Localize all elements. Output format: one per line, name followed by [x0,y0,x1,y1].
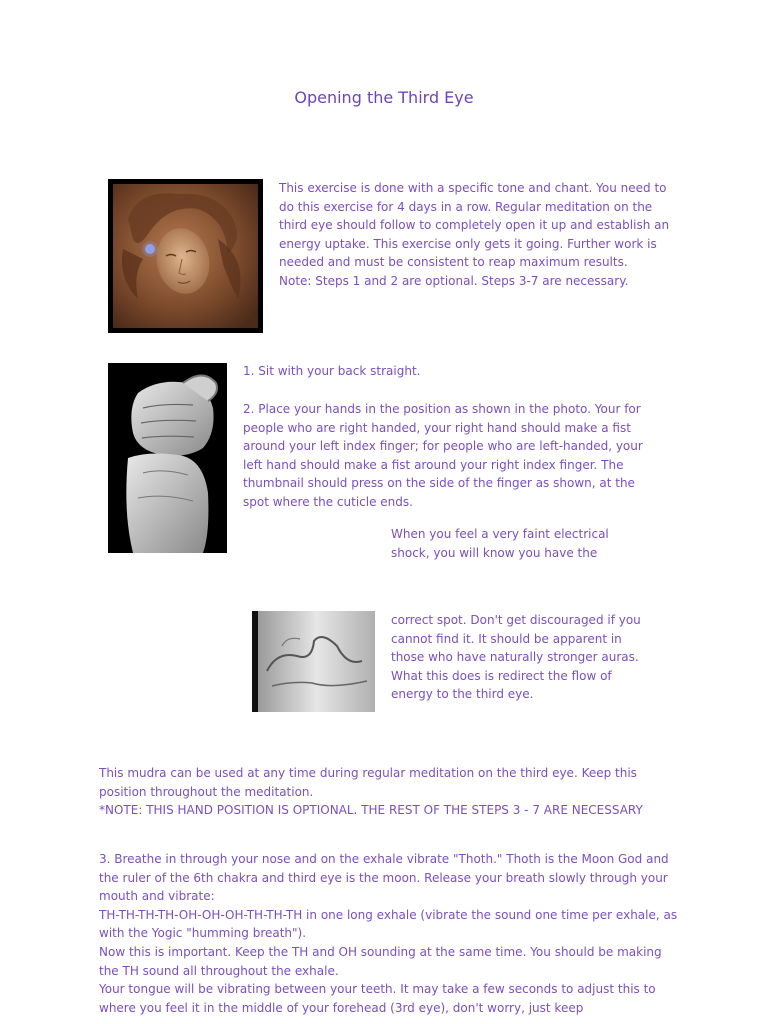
step-3 [99,850,679,1017]
page-title: Opening the Third Eye [294,88,474,107]
step-3-line-1: 3. Breathe in through your nose and on the exhale vibrate "Thoth." Thoth is the Moon God and the ruler of the 6th chakra and third eye is the moon. Release your breath slowly through your mouth and vibrate: [99,852,669,904]
intro-text: This exercise is done with a specific tone and chant. You need to do this exercise for 4 days in a row. Regular meditation on the third eye should follow to completely open it up and establish an energy uptake. This exercise only gets it going. Further work is needed and must be consistent to reap maximum results. [279,181,670,270]
shock-text-part-2: correct spot. Don't get discouraged if you cannot find it. It should be apparent in those who have naturally stronger auras. What this does is redirect the flow of energy to the third eye. [391,613,641,702]
mudra-note: *NOTE: THIS HAND POSITION IS OPTIONAL. THE REST OF THE STEPS 3 - 7 ARE NECESSARY [99,803,643,818]
step-2: 2. Place your hands in the position as shown in the photo. Your for people who are right handed, your right hand should make a fist around your left index finger; for people who are left-handed, your left hand should make a fist around your right index finger. The thumbnail should press on the side of the finger as shown, at the spot where the cuticle ends. [243,402,643,509]
shock-text-part-1: When you feel a very faint electrical shock, you will know you have the [391,527,609,560]
portrait-icon [108,179,263,333]
intro-note: Note: Steps 1 and 2 are optional. Steps 3-7 are necessary. [279,273,629,288]
step-1: 1. Sit with your back straight. [243,364,421,378]
hands-fist-image [108,363,227,553]
hands-closeup-image [252,611,375,712]
mudra-paragraph [99,764,679,820]
portrait-image [108,179,263,333]
hands-closeup-icon [252,611,375,712]
mudra-text: This mudra can be used at any time during regular meditation on the third eye. Keep this position throughout the meditation. [99,766,637,799]
step-3-line-3: Now this is important. Keep the TH and OH sounding at the same time. You should be making the TH sound all throughout the exhale. [99,944,662,978]
intro-paragraph [279,179,679,291]
hands-fist-icon [108,363,227,553]
step-3-line-2: TH-TH-TH-TH-OH-OH-OH-TH-TH-TH in one long exhale (vibrate the sound one time per exhale, as with the Yogic "humming breath"). [99,907,678,941]
step-3-line-4: Your tongue will be vibrating between your teeth. It may take a few seconds to adjust this to where you feel it in the middle of your forehead (3rd eye), don't worry, just keep [99,982,656,1015]
